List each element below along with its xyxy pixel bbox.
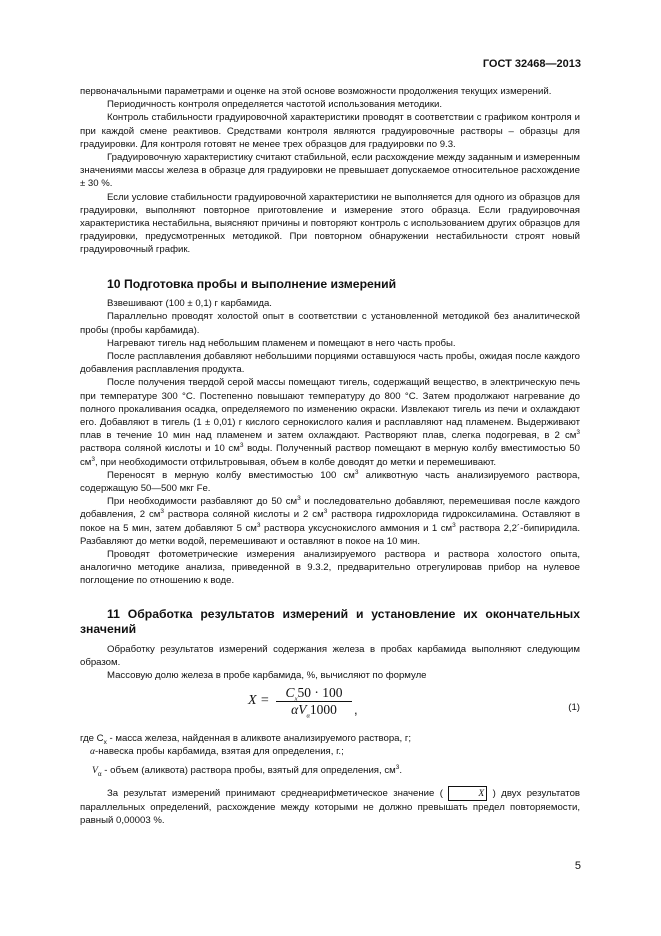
superscript: 3 — [395, 763, 400, 771]
paragraph — [80, 376, 580, 468]
superscript: 3 — [160, 508, 165, 516]
superscript: 3 — [354, 468, 359, 476]
paragraph: первоначальными параметрами и оценке на этой основе возможности продолжения текущих измерений. — [80, 86, 552, 97]
section-10-heading: 10 Подготовка пробы и выполнение измерений — [107, 276, 397, 291]
superscript: 3 — [452, 521, 456, 529]
formula-lhs: X = — [248, 693, 270, 709]
formula-symbol: C — [285, 685, 295, 701]
paragraph: Нагревают тигель над небольшим пламенем и помещают в него часть пробы. — [107, 337, 456, 349]
superscript: 3 — [239, 442, 244, 450]
mean-symbol: X — [448, 786, 487, 801]
definition — [80, 764, 580, 777]
formula-numerator — [276, 686, 352, 702]
paragraph: Обработку результатов измерений содержания железа в пробах карбамида выполняют следующим образом. — [80, 643, 580, 668]
text-run: При необходимости разбавляют до 50 см — [107, 496, 298, 508]
subscript: α — [306, 712, 310, 720]
text-run: раствора соляной кислоты и 10 см — [80, 443, 240, 455]
formula-numbers: 50 · 100 — [297, 685, 343, 701]
definition — [80, 745, 580, 758]
document-body — [80, 85, 580, 827]
paragraph: Проводят фотометрические измерения анализируемого раствора и раствора холостого опыта, аналогично методике анализа, приведенной в 9.3.2, предварительно отрегулировав прибор на нулевое поглощение по отношению к воде. — [80, 549, 580, 587]
superscript: 3 — [576, 428, 580, 436]
formula-symbol: αV — [291, 701, 307, 717]
subscript: x — [294, 695, 298, 703]
text-run: - объем (аликвота) раствора пробы, взятый для определения, см — [101, 764, 396, 776]
text-run: После получения твердой серой массы помещают тигель, содержащий вещество, в электрическую печь при температуре 300 °C. Постепенно повышают температуру до 800 °C. Затем продолжают нагревание до полного прокаливания осадка, определяемого по изменению окраски. Извлекают тигель из печи и охлаждают его. Добавляют в тигель (1 ± 0,01) г кислого сернокислого калия и расплавляют над пламенем. Выдерживают плав в течение 10 мин над пламенем и затем охлаждают. Растворяют плав, слегка подогревая, в 2 см — [80, 377, 580, 442]
section-11-heading: 11 Обработка результатов измерений и установление их окончательных значений — [80, 606, 580, 637]
definition — [80, 732, 580, 745]
text-run: За результат измерений принимают среднеарифметическое значение ( — [107, 787, 443, 799]
paragraph — [80, 469, 580, 495]
text-run: раствора гидрохлорида гидроксиламина. Оставляют в покое на 5 мин, затем добавляют 5 см — [80, 509, 580, 534]
page-number: 5 — [574, 860, 581, 872]
formula-comma: , — [354, 702, 358, 718]
paragraph: Параллельно проводят холостой опыт в соответствии с установленной методикой без аналитической пробы (пробы карбамида). — [80, 311, 580, 336]
text-run: ) двух результатов параллельных определений, расхождение между которыми не должно превышать предел повторяемости, равный 0,00003 %. — [80, 787, 581, 827]
paragraph: Градуировочную характеристику считают стабильной, если расхождение между заданным и измеренным значениями массы железа в образце для градуировки не превышает допускаемое относительное расхождение ± 30 %. — [80, 152, 580, 190]
text-run: раствора соляной кислоты и 2 см — [164, 509, 324, 521]
superscript: 3 — [297, 495, 301, 502]
text-run: и последовательно добавляют, перемешивая после каждого добавления, 2 см — [80, 496, 580, 521]
text-run: - масса железа, найденная в аликвоте анализируемого раствора, г; — [106, 733, 412, 745]
formula-numbers: 1000 — [309, 701, 337, 717]
superscript: 3 — [91, 455, 96, 463]
subscript: α — [97, 770, 102, 778]
standard-header: ГОСТ 32468—2013 — [482, 58, 581, 70]
paragraph: Периодичность контроля определяется частотой использования методики. — [107, 99, 443, 111]
text-run: воды. Полученный раствор помещают в мерную колбу вместимостью 50 см — [80, 443, 580, 468]
superscript: 3 — [256, 521, 261, 529]
paragraph: Массовую долю железа в пробе карбамида, %, вычисляют по формуле — [107, 670, 427, 682]
paragraph — [80, 495, 580, 548]
text-run: Переносят в мерную колбу вместимостью 100 см — [107, 469, 355, 481]
symbol: α — [90, 746, 96, 758]
paragraph: Контроль стабильности градуировочной характеристики проводят в соответствии с графиком контроля и при каждой смене реактивов. Средствами контроля являются градуировочные растворы – образцы для градуировки. Для контроля готовят не менее трех образцов для градуировки по 9.3. — [80, 112, 580, 150]
text-run: , при необходимости отфильтровывая, объем в колбе доводят до метки и перемешивают. — [95, 456, 497, 468]
paragraph: Если условие стабильности градуировочной характеристики не выполняется для одного из образцов для градуировки, выполняют повторное приготовление и измерение этого образца. Если градуировочная характеристика нестабильна, выясняют причины и повторяют контроль с использованием других образцов для градуировки, предусмотренных методикой. При повторном обнаружении нестабильности строят новый градуировочный график. — [80, 191, 580, 256]
text-run: аликвотную часть анализируемого раствора, содержащую 50—500 мкг Fe. — [80, 469, 580, 494]
text-run: . — [399, 764, 403, 776]
paragraph — [80, 786, 580, 828]
superscript: 3 — [323, 508, 328, 516]
subscript: x — [103, 739, 107, 747]
text-run: -навеска пробы карбамида, взятая для определения, г.; — [95, 746, 344, 758]
formula-1 — [80, 685, 580, 731]
text-run: раствора уксуснокислого аммония и 1 см — [260, 522, 453, 534]
paragraph: После расплавления добавляют небольшими порциями оставшуюся часть пробы, ожидая после каждого добавления расплавления продукта. — [80, 350, 580, 376]
text-run: раствора 2,2´-бипиридила. Разбавляют до метки водой, перемешивают и оставляют в покое на 10 мин. — [80, 522, 580, 547]
paragraph: Взвешивают (100 ± 0,1) г карбамида. — [107, 298, 272, 310]
formula-fraction — [276, 685, 352, 720]
text-run: где C — [80, 733, 104, 745]
formula-denominator — [276, 701, 352, 720]
symbol: V — [92, 764, 98, 776]
equation-number: (1) — [568, 702, 580, 714]
